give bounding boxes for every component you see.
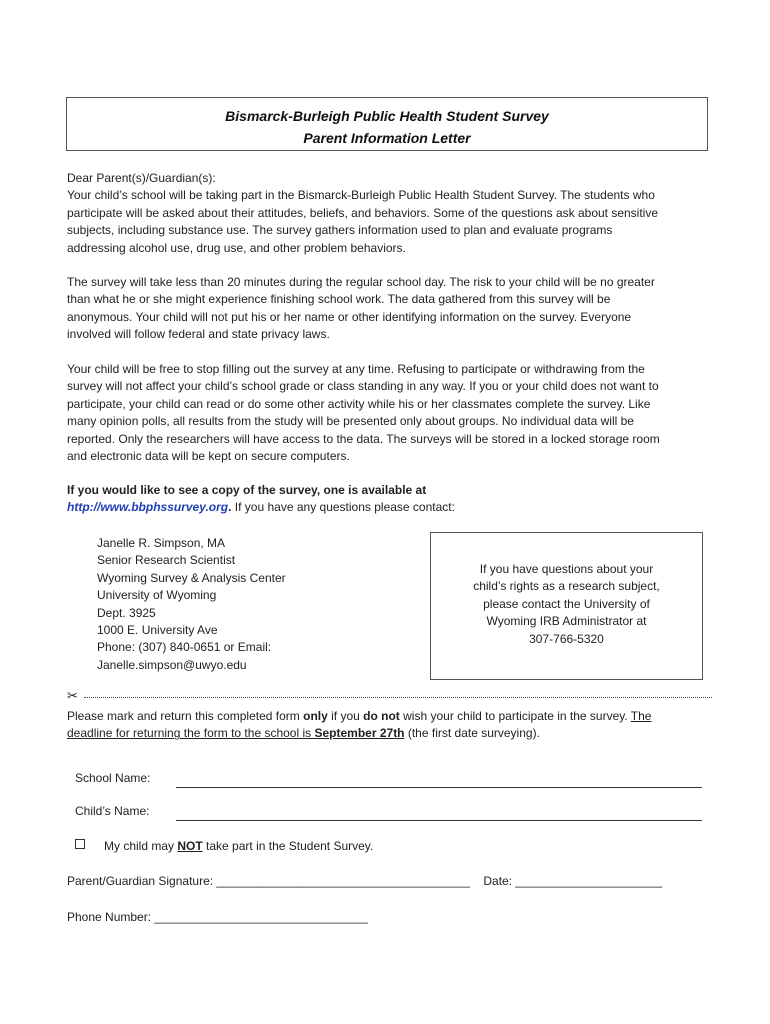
- child-name-field[interactable]: [176, 807, 702, 821]
- paragraph-line: anonymous. Your child will not put his or her name or other identifying information on the survey. Everyone: [67, 309, 632, 324]
- survey-link[interactable]: http://www.bbphssurvey.org: [67, 500, 229, 515]
- survey-copy-note: [67, 482, 707, 517]
- opt-out-checkbox[interactable]: [75, 839, 85, 849]
- deadline-date: September 27th: [314, 726, 405, 741]
- paragraph-line: participate, your child can read or do some other activity while his or her classmates complete the survey. Like: [67, 396, 651, 411]
- contact-dept: Dept. 3925: [97, 605, 156, 620]
- paragraph-line: Your child will be free to stop filling out the survey at any time. Refusing to participate or withdrawing from the: [67, 362, 645, 376]
- opt-out-text: take part in the Student Survey.: [202, 839, 374, 853]
- irb-rights-box: [430, 532, 703, 680]
- rights-line: If you have questions about your: [479, 562, 654, 576]
- instr-only: only: [303, 709, 328, 723]
- opt-out-text: My child may: [104, 839, 178, 853]
- return-instructions: [67, 708, 707, 743]
- paragraph-line: many opinion polls, all results from the study will be presented only about groups. No individual data will be: [67, 414, 634, 429]
- paragraph-rights: [67, 361, 707, 465]
- opt-out-not: NOT: [177, 839, 203, 853]
- rights-line: Wyoming IRB Administrator at: [486, 614, 647, 629]
- title-box: [66, 97, 708, 151]
- instr-text: if you: [327, 709, 364, 723]
- contact-university: University of Wyoming: [97, 588, 217, 603]
- paragraph-risk: [67, 274, 707, 344]
- opt-out-label: [104, 839, 373, 853]
- contact-prompt: If you have any questions please contact:: [231, 500, 455, 515]
- deadline-note: (the first date surveying).: [404, 726, 540, 741]
- letter-subtitle: Parent Information Letter: [303, 130, 471, 146]
- deadline-start: The: [630, 709, 652, 723]
- instr-do-not: do not: [363, 709, 400, 723]
- paragraph-line: subjects, including substance use. The survey gathers information used to plan and evaluate programs: [67, 223, 613, 238]
- link-period: .: [228, 500, 232, 515]
- child-name-label: Child’s Name:: [75, 804, 150, 818]
- paragraph-line: involved will follow federal and state privacy laws.: [67, 327, 330, 342]
- survey-copy-line: If you would like to see a copy of the survey, one is available at: [67, 483, 427, 497]
- rights-line: please contact the University of: [483, 596, 650, 611]
- paragraph-line: participate will be asked about their attitudes, beliefs, and behaviors. Some of the questions ask about sensitive: [67, 205, 659, 220]
- salutation: Dear Parent(s)/Guardian(s):: [67, 171, 216, 185]
- paragraph-intro: [67, 170, 707, 257]
- cut-line-divider: [84, 697, 712, 698]
- instr-text: Please mark and return this completed form: [67, 709, 304, 723]
- paragraph-line: Your child’s school will be taking part in the Bismarck-Burleigh Public Health Student Survey. The students who: [67, 188, 655, 203]
- scissors-icon: ✂: [67, 688, 78, 703]
- paragraph-line: and electronic data will be kept on secure computers.: [67, 449, 350, 464]
- school-name-label: School Name:: [75, 771, 151, 785]
- paragraph-line: than what he or she might experience finishing school work. The data gathered from this survey will be: [67, 292, 611, 307]
- contact-block: [97, 535, 286, 674]
- contact-org: Wyoming Survey & Analysis Center: [97, 570, 286, 585]
- contact-name: Janelle R. Simpson, MA: [97, 536, 226, 550]
- school-name-field[interactable]: [176, 774, 702, 788]
- instr-text: wish your child to participate in the survey.: [399, 709, 631, 723]
- paragraph-line: survey will not affect your child’s school grade or class standing in any way. If you or your child does not want to: [67, 379, 659, 394]
- contact-address: 1000 E. University Ave: [97, 623, 218, 638]
- phone-number-line[interactable]: Phone Number: ________________________________: [67, 910, 368, 924]
- contact-phone: Phone: (307) 840-0651 or Email:: [97, 640, 272, 655]
- paragraph-line: reported. Only the researchers will have access to the data. The surveys will be stored in a locked storage room: [67, 431, 660, 446]
- rights-line: child’s rights as a research subject,: [473, 579, 660, 594]
- survey-title: Bismarck-Burleigh Public Health Student Survey: [225, 108, 549, 124]
- irb-phone: 307-766-5320: [529, 631, 604, 646]
- deadline-text: deadline for returning the form to the school is: [67, 726, 315, 741]
- paragraph-line: The survey will take less than 20 minutes during the regular school day. The risk to your child will be no greater: [67, 275, 655, 289]
- contact-email: Janelle.simpson@uwyo.edu: [97, 657, 247, 672]
- signature-date-line[interactable]: Parent/Guardian Signature: ______________________________________ Date: ______________________: [67, 874, 663, 888]
- paragraph-line: addressing alcohol use, drug use, and other problem behaviors.: [67, 240, 406, 255]
- contact-title: Senior Research Scientist: [97, 553, 236, 568]
